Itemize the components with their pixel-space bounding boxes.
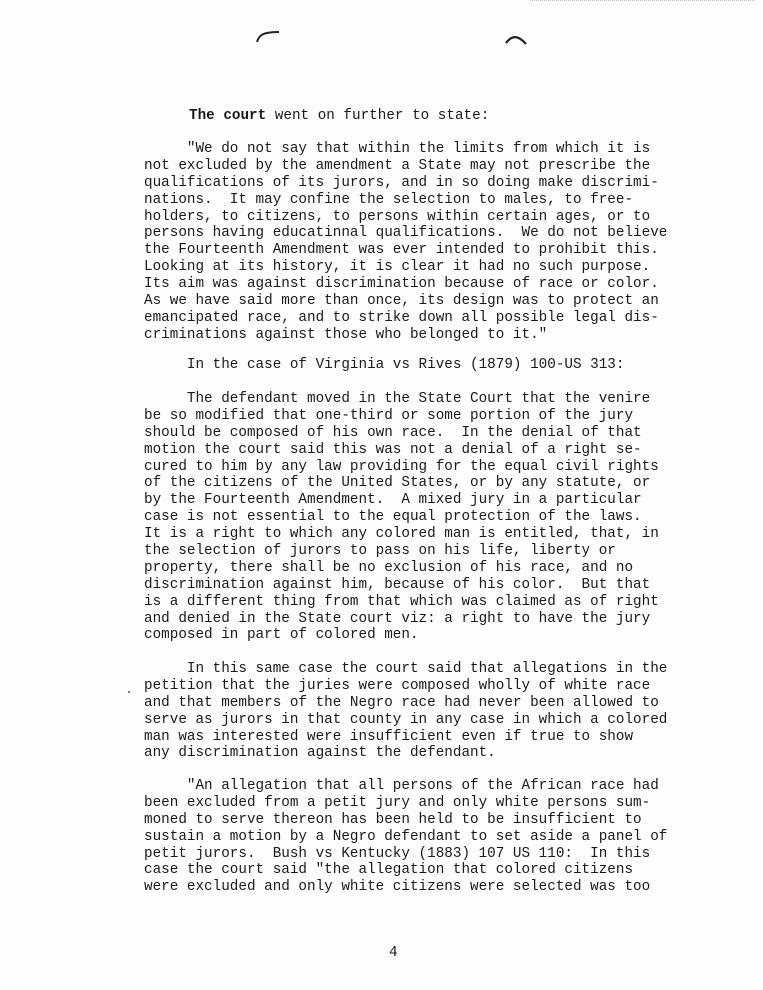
text-line: As we have said more than once, its design was to protect an bbox=[144, 293, 659, 310]
text-line: and denied in the State court viz: a right to have the jury bbox=[144, 610, 651, 627]
page-number: 4 bbox=[389, 945, 398, 961]
text-line: is a different thing from that which was claimed as of right bbox=[144, 593, 659, 610]
text-line: the Fourteenth Amendment was ever intended to prohibit this. bbox=[144, 242, 659, 259]
text-line: holders, to citizens, to persons within certain ages, or to bbox=[144, 208, 651, 225]
paragraph-virginia-vs-rives bbox=[144, 357, 624, 374]
paragraph-defendant-motion bbox=[144, 391, 659, 644]
binder-hole-mark-right-icon bbox=[504, 33, 528, 47]
text-line: Looking at its history, it is clear it had no such purpose. bbox=[144, 259, 651, 276]
text-line: were excluded and only white citizens were selected was too bbox=[144, 879, 651, 896]
section-heading bbox=[189, 108, 489, 125]
binder-hole-mark-left-icon bbox=[255, 28, 281, 44]
text-line: The defendant moved in the State Court that the venire bbox=[144, 391, 651, 407]
quote-paragraph-fourteenth-amendment bbox=[144, 141, 667, 344]
text-line: by the Fourteenth Amendment. A mixed jury in a particular bbox=[144, 492, 642, 509]
text-line: sustain a motion by a Negro defendant to set aside a panel of bbox=[144, 828, 668, 845]
text-line: "An allegation that all persons of the African race had bbox=[144, 778, 659, 794]
text-line: persons having educatinnal qualifications. We do not believe bbox=[144, 225, 668, 242]
text-line: case is not essential to the equal protection of the laws. bbox=[144, 509, 642, 526]
heading-rest: went on further to state: bbox=[266, 108, 490, 124]
text-line: any discrimination against the defendant. bbox=[144, 745, 496, 762]
text-line: been excluded from a petit jury and only white persons sum- bbox=[144, 794, 651, 811]
text-line: man was interested were insufficient even if true to show bbox=[144, 728, 634, 745]
text-line: property, there shall be no exclusion of his race, and no bbox=[144, 559, 634, 576]
paragraph-allegations bbox=[144, 661, 667, 762]
text-line: motion the court said this was not a denial of a right se- bbox=[144, 441, 642, 458]
text-line: Its aim was against discrimination because of race or color. bbox=[144, 276, 659, 293]
text-line: nations. It may confine the selection to males, to free- bbox=[144, 191, 634, 208]
text-line: petition that the juries were composed wholly of white race bbox=[144, 677, 651, 694]
text-line: In the case of Virginia vs Rives (1879) 100-US 313: bbox=[144, 357, 625, 373]
text-line: not excluded by the amendment a State may not prescribe the bbox=[144, 157, 651, 174]
text-line: It is a right to which any colored man is entitled, that, in bbox=[144, 526, 659, 543]
text-line: criminations against those who belonged to it." bbox=[144, 326, 548, 343]
heading-bold: The court bbox=[189, 108, 267, 124]
text-line: the selection of jurors to pass on his life, liberty or bbox=[144, 543, 616, 560]
text-line: "We do not say that within the limits from which it is bbox=[144, 141, 651, 157]
text-line: of the citizens of the United States, or by any statute, or bbox=[144, 475, 651, 492]
text-line: and that members of the Negro race had never been allowed to bbox=[144, 694, 659, 711]
text-line: should be composed of his own race. In the denial of that bbox=[144, 424, 642, 441]
scan-speck bbox=[128, 691, 130, 693]
text-line: discrimination against him, because of his color. But that bbox=[144, 576, 651, 593]
text-line: be so modified that one-third or some portion of the jury bbox=[144, 407, 634, 424]
text-line: cured to him by any law providing for the equal civil rights bbox=[144, 458, 659, 475]
text-line: case the court said "the allegation that colored citizens bbox=[144, 862, 634, 879]
text-line: serve as jurors in that county in any case in which a colored bbox=[144, 711, 668, 728]
text-line: qualifications of its jurors, and in so doing make discrimi- bbox=[144, 174, 659, 191]
text-line: In this same case the court said that allegations in the bbox=[144, 661, 668, 677]
text-line: composed in part of colored men. bbox=[144, 627, 419, 644]
text-line: emancipated race, and to strike down all possible legal dis- bbox=[144, 309, 659, 326]
paragraph-bush-vs-kentucky bbox=[144, 778, 667, 896]
text-line: moned to serve thereon has been held to be insufficient to bbox=[144, 811, 642, 828]
text-line: petit jurors. Bush vs Kentucky (1883) 107 US 110: In this bbox=[144, 845, 651, 862]
scan-edge-dots bbox=[530, 0, 755, 1]
